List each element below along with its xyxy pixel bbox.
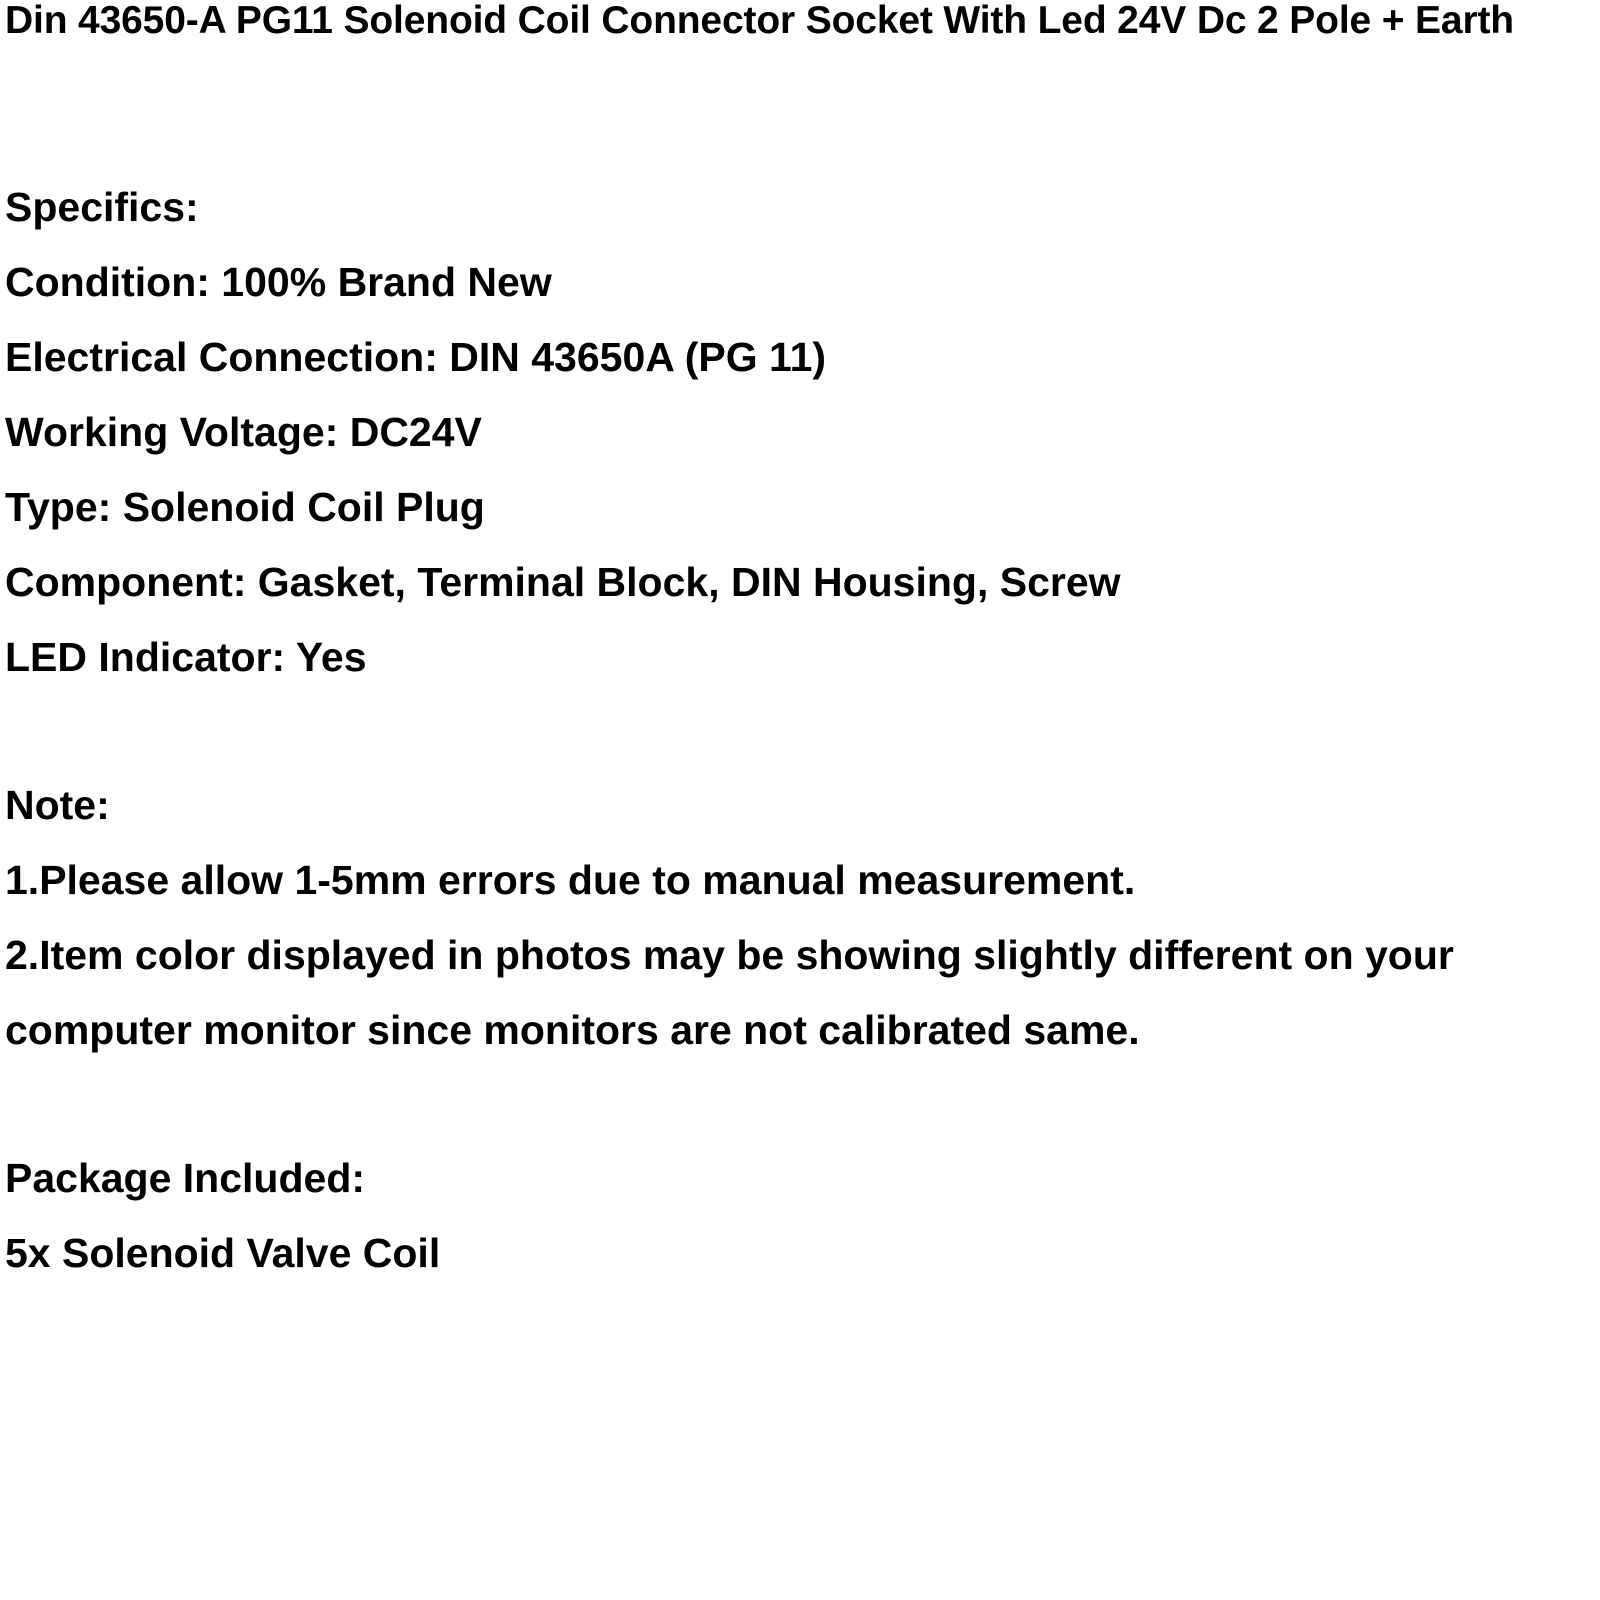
spec-type: Type: Solenoid Coil Plug: [5, 484, 485, 530]
product-description: [5, 0, 1595, 1291]
spec-condition: Condition: 100% Brand New: [5, 259, 552, 305]
spec-working-voltage: Working Voltage: DC24V: [5, 409, 482, 455]
package-item: 5x Solenoid Valve Coil: [5, 1230, 441, 1276]
package-heading: Package Included:: [5, 1155, 366, 1201]
specifics-heading: Specifics:: [5, 184, 199, 230]
spec-electrical-connection: Electrical Connection: DIN 43650A (PG 11): [5, 334, 827, 380]
note-item-2: 2.Item color displayed in photos may be showing slightly different on your: [5, 932, 1454, 978]
note-heading: Note:: [5, 782, 110, 828]
spec-led-indicator: LED Indicator: Yes: [5, 634, 367, 680]
note-item-2-continued: computer monitor since monitors are not calibrated same.: [5, 1007, 1140, 1053]
product-title: Din 43650-A PG11 Solenoid Coil Connector Socket With Led 24V Dc 2 Pole + Earth: [5, 0, 1514, 42]
note-item-1: 1.Please allow 1-5mm errors due to manual measurement.: [5, 857, 1136, 903]
spec-component: Component: Gasket, Terminal Block, DIN Housing, Screw: [5, 559, 1121, 605]
